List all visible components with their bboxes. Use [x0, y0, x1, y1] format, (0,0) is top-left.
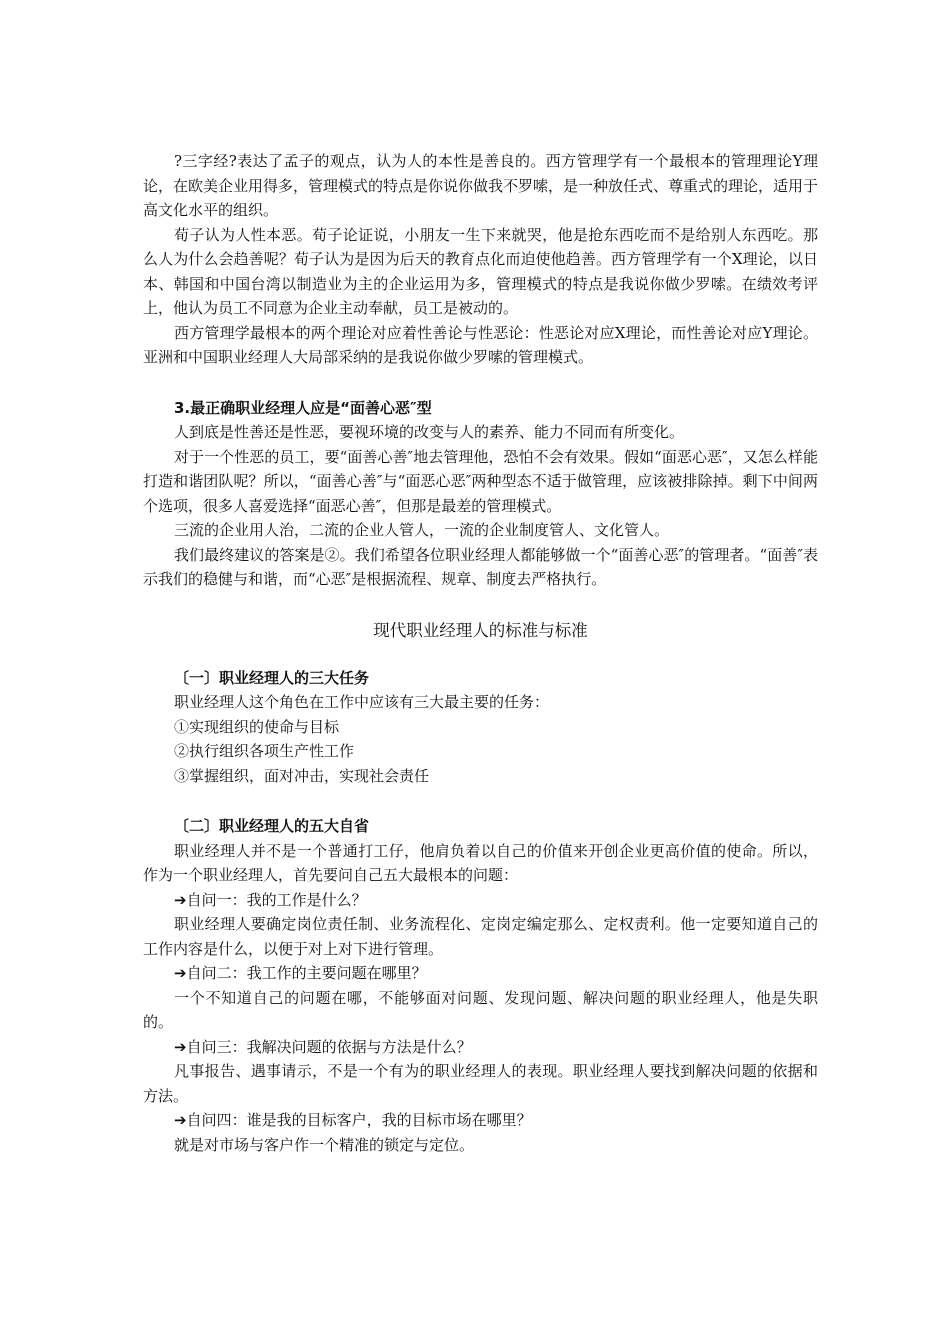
document-body — [143, 149, 818, 1157]
question-text: 自问三：我解决问题的依据与方法是什么？ — [186, 1037, 472, 1056]
body-paragraph: 三流的企业用人治，二流的企业人管人，一流的企业制度管人、文化管人。 — [174, 521, 670, 539]
question-text: 自问一：我的工作是什么？ — [186, 890, 367, 909]
question-line — [143, 1035, 818, 1060]
question-text: 自问二：我工作的主要问题在哪里？ — [186, 964, 427, 982]
answer-paragraph: 就是对市场与客户作一个精准的锁定与定位。 — [174, 1135, 475, 1154]
answer-paragraph: 职业经理人要确定岗位责任制、业务流程化、定岗定编定那么、定权责利。他一定要知道自己的工作内容是什么，以便于对上对下进行管理。 — [143, 915, 818, 958]
task-item: ③掌握组织，面对冲击，实现社会责任 — [174, 766, 430, 785]
body-paragraph: 西方管理学最根本的两个理论对应着性善论与性恶论：性恶论对应X理论，而性善论对应Y理论。亚洲和中国职业经理人大局部采纳的是我说你做少罗嗦的管理模式。 — [143, 323, 818, 366]
body-paragraph: 职业经理人这个角色在工作中应该有三大最主要的任务： — [174, 693, 550, 711]
article-title: 现代职业经理人的标准与标准 — [373, 620, 588, 640]
section-heading: 〔二〕职业经理人的五大自省 — [174, 817, 370, 835]
arrow-icon: ➔ — [174, 964, 187, 982]
arrow-icon: ➔ — [174, 890, 187, 909]
answer-paragraph: 凡事报告、遇事请示，不是一个有为的职业经理人的表现。职业经理人要找到解决问题的依据和方法。 — [143, 1062, 818, 1105]
question-text: 自问四：谁是我的目标客户，我的目标市场在哪里？ — [186, 1111, 532, 1129]
body-paragraph: ?三字经?表达了孟子的观点，认为人的本性是善良的。西方管理学有一个最根本的管理理论Y理论，在欧美企业用得多，管理模式的特点是你说你做我不罗嗦，是一种放任式、尊重式的理论，适用于高文化水平的组织。 — [143, 152, 819, 219]
body-paragraph: 职业经理人并不是一个普通打工仔，他肩负着以自己的价值来开创企业更高价值的使命。所以，作为一个职业经理人，首先要问自己五大最根本的问题： — [143, 841, 818, 884]
answer-paragraph: 一个不知道自己的问题在哪，不能够面对问题、发现问题、解决问题的职业经理人，他是失职的。 — [143, 988, 818, 1031]
body-paragraph: 人到底是性善还是性恶，要视环境的改变与人的素养、能力不同而有所变化。 — [174, 423, 685, 441]
section-heading: 3.最正确职业经理人应是“面善心恶″型 — [174, 398, 432, 417]
body-paragraph: 荀子认为人性本恶。荀子论证说，小朋友一生下来就哭，他是抢东西吃而不是给别人东西吃。那么人为什么会趋善呢？荀子认为是因为后天的教育点化而迫使他趋善。西方管理学有一个X理论，以日本、韩国和中国台湾以制造业为主的企业运用为多，管理模式的特点是我说你做少罗嗦。在绩效考评上，他认为员工不同意为企业主动奉献，员工是被动的。 — [143, 225, 818, 317]
question-line — [143, 1108, 818, 1133]
arrow-icon: ➔ — [174, 1111, 187, 1129]
body-paragraph: 对于一个性恶的员工，要“面善心善″地去管理他，恐怕不会有效果。假如“面恶心恶″，又怎么样能打造和谐团队呢？所以，“面善心善″与“面恶心恶″两种型态不适于做管理，应该被排除掉。剩下中间两个选项，很多人喜爱选择“面恶心善″，但那是最差的管理模式。 — [143, 447, 818, 515]
task-item: ①实现组织的使命与目标 — [174, 717, 340, 736]
arrow-icon: ➔ — [174, 1037, 187, 1056]
task-item: ②执行组织各项生产性工作 — [174, 742, 355, 760]
body-paragraph: 我们最终建议的答案是②。我们希望各位职业经理人都能够做一个“面善心恶″的管理者。“面善″表示我们的稳健与和谐，而“心恶″是根据流程、规章、制度去严格执行。 — [143, 545, 818, 588]
question-line — [143, 888, 818, 913]
section-heading: 〔一〕职业经理人的三大任务 — [174, 668, 370, 687]
question-line — [143, 961, 818, 986]
